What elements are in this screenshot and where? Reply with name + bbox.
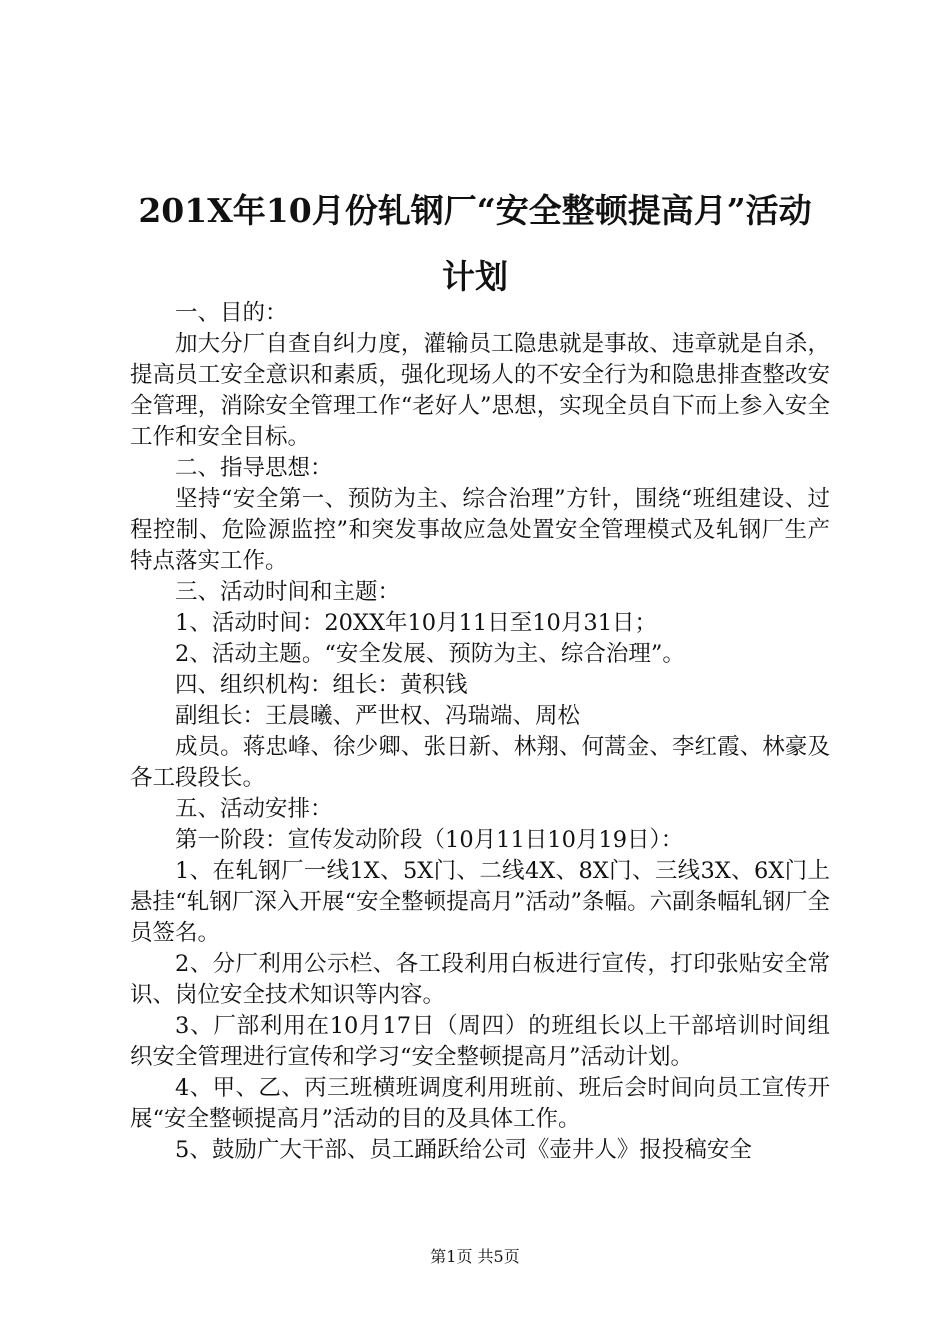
paragraph: 副组长：王晨曦、严世权、冯瑞端、周松 [175, 703, 581, 729]
section-heading-arrangement: 五、活动安排： [175, 796, 333, 822]
paragraph: 4、甲、乙、丙三班横班调度利用班前、班后会时间向员工宣传开展“安全整顿提高月”活动的目的及具体工作。 [130, 1075, 830, 1132]
paragraph: 1、在轧钢厂一线1X、5X门、二线4X、8X门、三线3X、6X门上悬挂“轧钢厂深入开展“安全整顿提高月”活动”条幅。六副条幅轧钢厂全员签名。 [130, 858, 830, 946]
paragraph: 坚持“安全第一、预防为主、综合治理”方针，围绕“班组建设、过程控制、危险源监控”和突发事故应急处置安全管理模式及轧钢厂生产特点落实工作。 [130, 486, 830, 574]
paragraph: 第一阶段：宣传发动阶段（10月11日10月19日）： [175, 827, 684, 853]
paragraph: 1、活动时间：20XX年10月11日至10月31日； [175, 610, 658, 636]
document-title: 201X年10月份轧钢厂“安全整顿提高月”活动计划 [138, 191, 812, 296]
paragraph: 2、活动主题。“安全发展、预防为主、综合治理”。 [175, 641, 685, 667]
section-heading-purpose: 一、目的： [175, 300, 288, 326]
document-body [130, 298, 830, 1166]
paragraph: 5、鼓励广大干部、员工踊跃给公司《壶井人》报投稿安全 [175, 1137, 752, 1163]
paragraph: 加大分厂自查自纠力度，灌输员工隐患就是事故、违章就是自杀，提高员工安全意识和素质，强化现场人的不安全行为和隐患排查整改安全管理，消除安全管理工作“老好人”思想，实现全员自下而上参入安全工作和安全目标。 [130, 331, 830, 450]
paragraph: 成员。蒋忠峰、徐少卿、张日新、林翔、何蒿金、李红霞、林豪及各工段段长。 [130, 734, 830, 791]
section-heading-organization: 四、组织机构：组长：黄积钱 [175, 672, 468, 698]
paragraph: 3、厂部利用在10月17日（周四）的班组长以上干部培训时间组织安全管理进行宣传和学习“安全整顿提高月”活动计划。 [130, 1013, 830, 1070]
page-footer: 第1页 共5页 [430, 1247, 520, 1266]
section-heading-time-theme: 三、活动时间和主题： [175, 579, 401, 605]
paragraph: 2、分厂利用公示栏、各工段利用白板进行宣传，打印张贴安全常识、岗位安全技术知识等内容。 [130, 951, 830, 1008]
section-heading-guiding-thought: 二、指导思想： [175, 455, 333, 481]
